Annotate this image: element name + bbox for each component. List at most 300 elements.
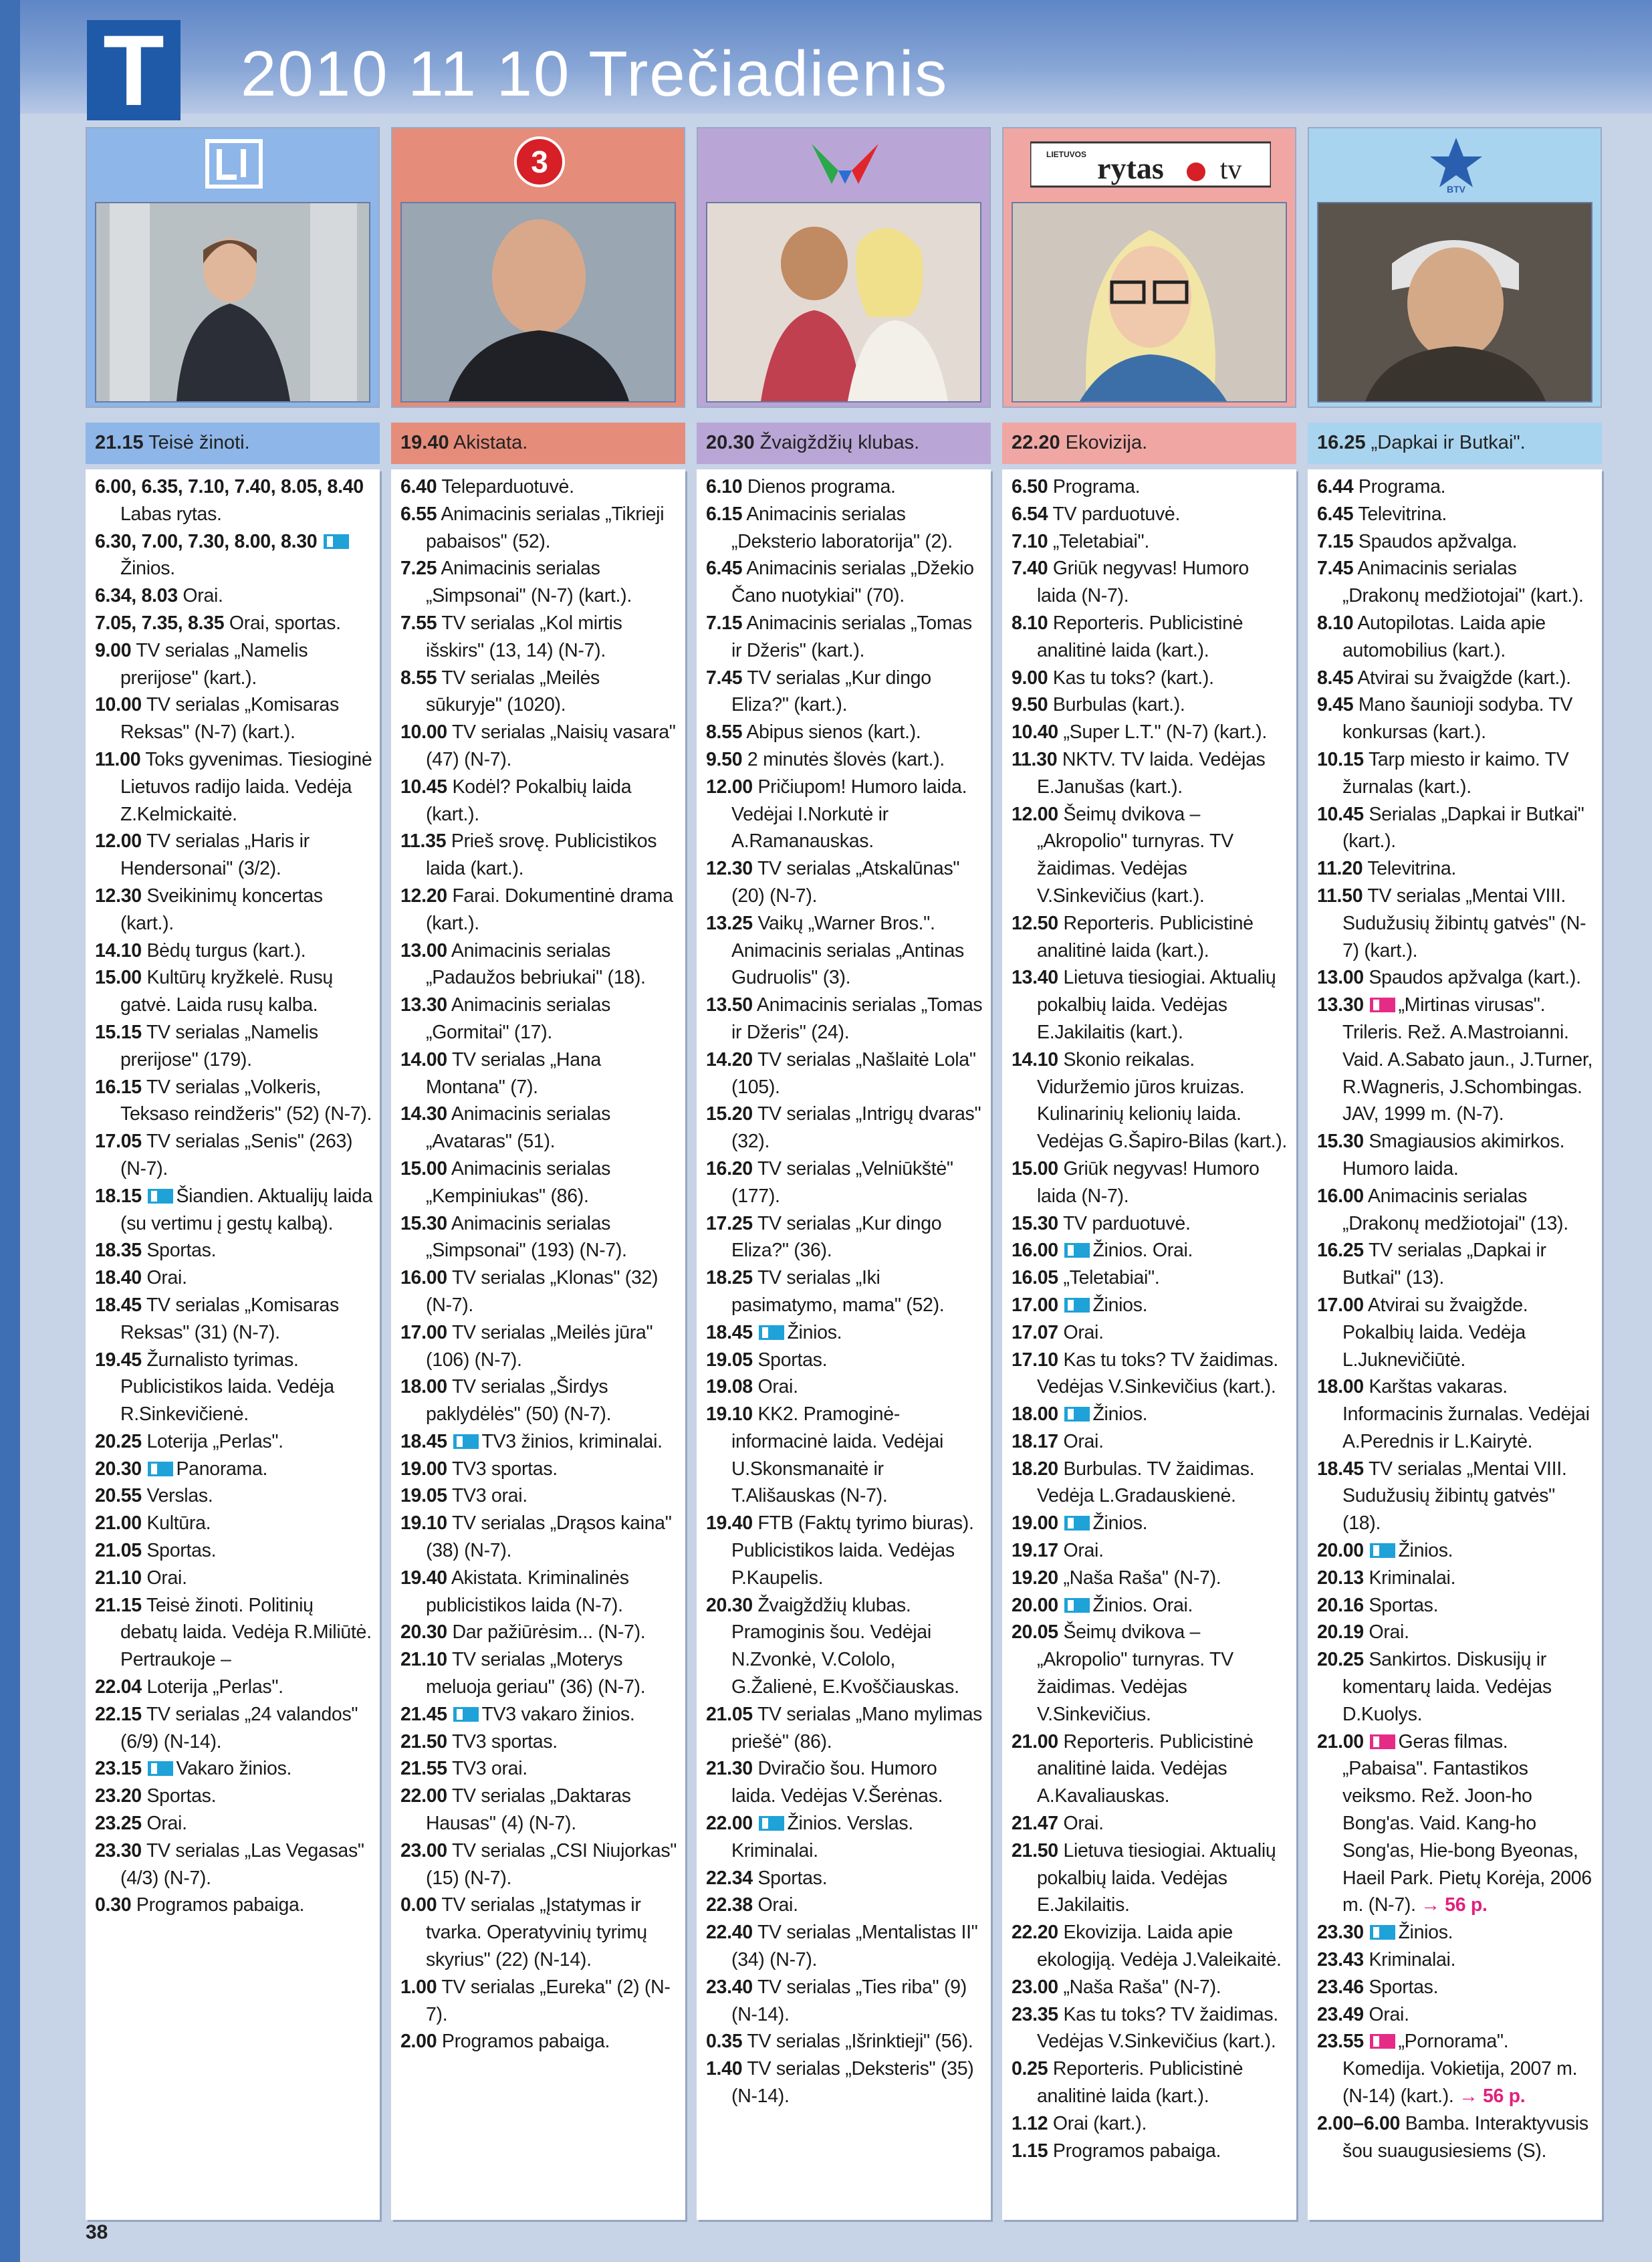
program-time: 9.50 — [1012, 694, 1048, 716]
program-title: Sankirtos. Diskusijų ir komentarų laida. Vedėjas D.Kuolys. — [1342, 1649, 1552, 1725]
program-time: 23.55 — [1317, 2031, 1364, 2053]
program-title: Sportas. — [146, 1785, 217, 1807]
program-item — [95, 828, 373, 883]
program-item — [706, 992, 984, 1046]
program-list — [1308, 469, 1602, 2220]
program-time: 12.30 — [95, 885, 142, 907]
program-title: Žinios. — [1398, 1540, 1453, 1562]
program-title: Orai. — [1369, 2003, 1409, 2025]
program-item — [706, 610, 984, 665]
program-title: Animacinis serialas „Simpsonai" (193) (N-7). — [426, 1212, 627, 1262]
program-title: TV serialas „Intrigų dvaras" (32). — [731, 1103, 981, 1153]
program-item — [706, 1510, 984, 1591]
program-time: 18.25 — [706, 1267, 753, 1289]
program-time: 9.50 — [706, 748, 743, 770]
program-item — [400, 2028, 679, 2055]
info-badge-icon — [1370, 1543, 1395, 1558]
program-time: 23.30 — [95, 1839, 142, 1861]
program-time: 21.10 — [95, 1567, 142, 1589]
program-time: 20.30 — [706, 1594, 753, 1616]
highlight-bar: 21.15 Teisė žinoti. — [86, 423, 380, 464]
program-time: 19.20 — [1012, 1567, 1058, 1589]
program-time: 15.30 — [1317, 1131, 1364, 1153]
program-title: Ekovizija. Laida apie ekologiją. Vedėja J.Valeikaitė. — [1037, 1922, 1282, 1971]
program-title: Šiandien. Aktualijų laida (su vertimu į gestų kalbą). — [120, 1185, 372, 1234]
program-title: TV serialas „Atskalūnas" (20) (N-7). — [731, 858, 960, 907]
program-time: 14.10 — [1012, 1048, 1058, 1070]
program-time: 22.40 — [706, 1922, 753, 1944]
program-title: Dienos programa. — [747, 476, 896, 497]
program-item — [95, 1456, 373, 1483]
program-item — [1012, 1428, 1290, 1456]
program-title: Sportas. — [146, 1540, 217, 1562]
program-title: Kas tu toks? TV žaidimas. Vedėjas V.Sinkevičius (kart.). — [1037, 1349, 1278, 1398]
program-time: 11.50 — [1317, 885, 1363, 907]
program-title: Žinios. Verslas. Kriminalai. — [731, 1813, 913, 1861]
program-item — [1317, 501, 1595, 528]
info-badge-icon — [1064, 1407, 1090, 1422]
program-item — [400, 555, 679, 610]
program-title: Reporteris. Publicistinė analitinė laida (kart.). — [1037, 912, 1254, 962]
program-item — [1012, 555, 1290, 610]
program-time: 11.20 — [1317, 858, 1363, 880]
program-time: 14.30 — [400, 1103, 447, 1125]
program-item — [706, 1810, 984, 1865]
program-time: 2.00 — [400, 2031, 437, 2053]
program-item — [95, 1537, 373, 1565]
program-item — [1317, 1974, 1595, 2001]
highlight-bar: 22.20 Ekovizija. — [1002, 423, 1296, 464]
info-badge-icon — [1064, 1516, 1090, 1531]
program-item — [1317, 2001, 1595, 2029]
program-time: 22.20 — [1012, 1922, 1058, 1944]
program-time: 23.46 — [1317, 1976, 1364, 1998]
program-item — [1317, 801, 1595, 856]
program-time: 6.45 — [706, 558, 743, 580]
program-title: Animacinis serialas „Deksterio laboratorija" (2). — [731, 503, 953, 552]
program-item — [1317, 1946, 1595, 1974]
program-list — [391, 469, 685, 2220]
program-time: 12.20 — [400, 885, 447, 907]
program-time: 15.30 — [400, 1212, 447, 1234]
channel-logo-panel — [86, 127, 380, 408]
program-item — [1317, 1237, 1595, 1292]
channel-logo-panel — [391, 127, 685, 408]
program-time: 11.00 — [95, 748, 141, 770]
program-time: 20.30 — [400, 1621, 447, 1644]
section-letter: T — [87, 20, 181, 120]
program-title: Reporteris. Publicistinė analitinė laida (kart.). — [1037, 612, 1244, 661]
program-item — [400, 774, 679, 828]
program-item — [1012, 501, 1290, 528]
program-title: Reporteris. Publicistinė analitinė laida (kart.). — [1037, 2058, 1244, 2108]
program-title: TV serialas „Velniūkštė" (177). — [731, 1157, 953, 1207]
program-time: 6.10 — [706, 476, 743, 497]
program-time: 17.00 — [1012, 1294, 1058, 1316]
program-title: TV serialas „Kur dingo Eliza?" (36). — [731, 1212, 942, 1262]
program-title: Kas tu toks? TV žaidimas. Vedėjas V.Sinkevičius (kart.). — [1037, 2003, 1278, 2053]
program-time: 7.25 — [400, 558, 437, 580]
program-title: Spaudos apžvalga (kart.). — [1369, 967, 1581, 989]
program-time: 19.00 — [1012, 1512, 1058, 1535]
program-title: KK2. Pramoginė-informacinė laida. Vedėjai U.Skonsmanaitė ir T.Ališauskas (N-7). — [731, 1403, 943, 1507]
program-time: 17.25 — [706, 1212, 753, 1234]
program-title: Atvirai su žvaigžde. Pokalbių laida. Vedėja L.Juknevičiūtė. — [1342, 1294, 1528, 1371]
program-title: Programos pabaiga. — [441, 2031, 610, 2053]
program-title: Sportas. — [757, 1349, 828, 1371]
program-time: 18.20 — [1012, 1458, 1058, 1480]
channel-column-lnk — [697, 127, 991, 2220]
program-title: TV serialas „Volkeris, Teksaso reindžeris" (52) (N-7). — [120, 1076, 372, 1125]
program-item — [1012, 1319, 1290, 1347]
program-time: 21.50 — [400, 1730, 447, 1752]
program-time: 7.55 — [400, 612, 437, 634]
program-item — [706, 1264, 984, 1319]
program-title: Mano šaunioji sodyba. TV konkursas (kart.). — [1342, 694, 1573, 744]
program-title: Žvaigždžių klubas. Pramoginis šou. Vedėjai N.Zvonkė, V.Cololo, G.Žalienė, E.Kvoščiauskas. — [731, 1594, 959, 1698]
program-time: 10.40 — [1012, 721, 1058, 744]
program-time: 20.25 — [95, 1430, 142, 1452]
program-time: 6.45 — [1317, 503, 1354, 525]
host-photo — [1012, 202, 1287, 403]
program-title: Šeimų dvikova – „Akropolio" turnyras. TV žaidimas. Vedėjas V.Sinkevičius. — [1037, 1621, 1233, 1725]
program-item — [95, 1701, 373, 1756]
host-photo — [706, 202, 981, 403]
program-title: Sportas. — [146, 1240, 217, 1262]
program-item — [1012, 2138, 1290, 2165]
program-title: TV serialas „Drąsos kaina" (38) (N-7). — [426, 1512, 672, 1562]
program-item — [1012, 610, 1290, 665]
program-item — [1012, 1456, 1290, 1510]
program-item — [1317, 1183, 1595, 1238]
program-title: „Teletabiai". — [1063, 1267, 1160, 1289]
program-item — [1012, 1837, 1290, 1919]
program-title: TV serialas „Kol mirtis išskirs" (13, 14) (N-7). — [426, 612, 622, 661]
program-time: 23.43 — [1317, 1949, 1364, 1971]
program-time: 17.10 — [1012, 1349, 1058, 1371]
program-title: TV serialas „Komisaras Reksas" (31) (N-7). — [120, 1294, 339, 1343]
program-item — [1012, 528, 1290, 556]
program-title: Loterija „Perlas". — [146, 1430, 283, 1452]
program-title: Karštas vakaras. Informacinis žurnalas. Vedėjai A.Perednis ir L.Kairytė. — [1342, 1376, 1590, 1452]
program-time: 22.00 — [400, 1785, 447, 1807]
program-time: 15.00 — [95, 967, 142, 989]
program-time: 20.16 — [1317, 1594, 1364, 1616]
program-title: „Naša Raša" (N-7). — [1063, 1567, 1221, 1589]
program-time: 19.08 — [706, 1376, 753, 1398]
program-time: 12.50 — [1012, 912, 1058, 934]
program-item — [400, 1974, 679, 2029]
program-time: 14.20 — [706, 1048, 753, 1070]
lrytas-logo-icon — [1017, 134, 1284, 194]
program-title: Sportas. — [1369, 1594, 1439, 1616]
program-time: 23.15 — [95, 1758, 142, 1780]
program-title: TV serialas „Las Vegasas" (4/3) (N-7). — [120, 1839, 364, 1889]
program-title: TV serialas „Ties riba" (9) (N-14). — [731, 1976, 967, 2025]
program-title: TV serialas „Klonas" (32) (N-7). — [426, 1267, 659, 1316]
program-time: 16.00 — [1317, 1185, 1364, 1207]
program-time: 12.00 — [95, 830, 142, 853]
svg-text:3: 3 — [531, 144, 548, 179]
page-title: 2010 11 10 Trečiadienis — [241, 38, 949, 110]
program-time: 21.47 — [1012, 1813, 1058, 1835]
program-time: 22.00 — [706, 1813, 753, 1835]
program-item — [95, 964, 373, 1019]
program-time: 18.17 — [1012, 1430, 1058, 1452]
program-title: Prieš srovę. Publicistikos laida (kart.). — [426, 830, 657, 880]
program-time: 23.30 — [1317, 1922, 1364, 1944]
program-title: Žinios. Orai. — [1092, 1240, 1193, 1262]
program-item — [1012, 719, 1290, 746]
program-item — [706, 1701, 984, 1756]
program-title: Vakaro žinios. — [176, 1758, 292, 1780]
program-item — [1317, 691, 1595, 746]
program-title: Tarp miesto ir kaimo. TV žurnalas (kart.). — [1342, 748, 1569, 798]
highlight-bar: 16.25 „Dapkai ir Butkai". — [1308, 423, 1602, 464]
program-time: 18.00 — [1012, 1403, 1058, 1426]
program-time: 17.05 — [95, 1131, 142, 1153]
program-item — [1012, 964, 1290, 1046]
info-badge-icon — [324, 534, 349, 549]
program-time: 12.00 — [706, 776, 753, 798]
program-title: Šeimų dvikova – „Akropolio" turnyras. TV žaidimas. Vedėjas V.Sinkevičius (kart.). — [1037, 803, 1233, 907]
film-badge-icon — [1370, 1734, 1395, 1749]
program-title: Orai. — [146, 1813, 187, 1835]
program-title: Lietuva tiesiogiai. Aktualių pokalbių laida. Vedėjas E.Jakilaitis. — [1037, 1839, 1276, 1916]
program-item — [1012, 2110, 1290, 2138]
program-item — [1317, 2110, 1595, 2165]
program-time: 23.49 — [1317, 2003, 1364, 2025]
program-time: 13.00 — [1317, 967, 1364, 989]
program-time: 18.45 — [400, 1430, 447, 1452]
program-title: Programa. — [1358, 476, 1446, 497]
program-time: 21.05 — [95, 1540, 142, 1562]
program-time: 13.40 — [1012, 967, 1058, 989]
program-time: 1.40 — [706, 2058, 743, 2080]
program-title: TV serialas „Mentalistas II" (34) (N-7). — [731, 1922, 978, 1971]
program-title: Autopilotas. Laida apie automobilius (kart.). — [1342, 612, 1546, 661]
program-item — [706, 555, 984, 610]
program-list — [86, 469, 380, 2220]
program-time: 14.00 — [400, 1048, 447, 1070]
program-title: Pričiupom! Humoro laida. Vedėjai I.Norkutė ir A.Ramanauskas. — [731, 776, 967, 853]
program-item — [1317, 1728, 1595, 1920]
program-title: TV serialas „Hana Montana" (7). — [426, 1048, 601, 1098]
program-item — [706, 1210, 984, 1265]
program-item — [1012, 1592, 1290, 1619]
program-item — [400, 1755, 679, 1783]
program-title: Programa. — [1052, 476, 1141, 497]
program-item — [706, 1347, 984, 1374]
lrt-logo-icon — [187, 134, 281, 194]
program-title: TV serialas „Daktaras Hausas" (4) (N-7). — [426, 1785, 631, 1835]
program-item — [400, 665, 679, 719]
program-title: TV serialas „Našlaitė Lola" (105). — [731, 1048, 976, 1098]
program-title: TV serialas „Iki pasimatymo, mama" (52). — [731, 1267, 945, 1316]
program-title: Orai. — [1369, 1621, 1409, 1644]
program-title: TV3 orai. — [451, 1485, 527, 1507]
program-item — [1012, 1919, 1290, 1974]
program-time: 19.05 — [400, 1485, 447, 1507]
program-item — [1317, 1646, 1595, 1728]
highlight-bar: 19.40 Akistata. — [391, 423, 685, 464]
program-time: 14.10 — [95, 939, 142, 962]
program-time: 1.15 — [1012, 2140, 1048, 2162]
program-item — [706, 1974, 984, 2029]
program-item — [1317, 1565, 1595, 1592]
program-time: 13.25 — [706, 912, 753, 934]
program-item — [400, 719, 679, 774]
program-time: 21.30 — [706, 1758, 753, 1780]
program-item — [1317, 528, 1595, 556]
program-item — [400, 1101, 679, 1155]
program-list — [697, 469, 991, 2220]
film-badge-icon — [1370, 2034, 1395, 2049]
program-item — [1317, 1919, 1595, 1946]
program-time: 20.00 — [1317, 1540, 1364, 1562]
program-item — [95, 582, 373, 610]
program-item — [400, 610, 679, 665]
program-time: 10.00 — [95, 694, 142, 716]
program-title: TV serialas „Eureka" (2) (N-7). — [426, 1976, 671, 2025]
program-time: 9.00 — [95, 639, 132, 661]
program-time: 10.00 — [400, 721, 447, 744]
program-title: TV serialas „Deksteris" (35) (N-14). — [731, 2058, 974, 2108]
program-time: 18.45 — [706, 1321, 753, 1343]
program-title: Bėdų turgus (kart.). — [146, 939, 306, 962]
program-time: 18.00 — [1317, 1376, 1364, 1398]
page-reference: → 56 p. — [1421, 1894, 1488, 1916]
channel-column-btv — [1308, 127, 1602, 2220]
program-time: 21.00 — [1012, 1730, 1058, 1752]
program-time: 19.40 — [400, 1567, 447, 1589]
info-badge-icon — [1064, 1298, 1090, 1313]
program-item — [400, 1892, 679, 1973]
program-title: Kodėl? Pokalbių laida (kart.). — [426, 776, 632, 825]
program-time: 13.50 — [706, 994, 753, 1016]
program-title: Orai. — [1063, 1321, 1104, 1343]
program-time: 11.35 — [400, 830, 447, 853]
program-title: Serialas „Dapkai ir Butkai" (kart.). — [1342, 803, 1584, 853]
program-item — [95, 637, 373, 692]
program-title: Farai. Dokumentinė drama (kart.). — [426, 885, 673, 934]
program-title: Sportas. — [757, 1867, 828, 1889]
program-time: 8.55 — [400, 667, 437, 689]
program-item — [400, 883, 679, 937]
program-item — [1012, 1565, 1290, 1592]
program-item — [1012, 1155, 1290, 1210]
program-time: 16.25 — [1317, 1240, 1364, 1262]
program-time: 10.45 — [1317, 803, 1364, 825]
program-title: TV serialas „Mano mylimas priešė" (86). — [731, 1703, 983, 1752]
program-item — [1317, 555, 1595, 610]
program-item — [95, 937, 373, 965]
program-title: „Super L.T." (N-7) (kart.). — [1063, 721, 1267, 744]
program-title: Animacinis serialas „Padaužos bebriukai" (18). — [426, 939, 646, 989]
program-title: Televitrina. — [1358, 503, 1447, 525]
program-title: Animacinis serialas „Kempiniukas" (86). — [426, 1157, 611, 1207]
program-time: 12.00 — [1012, 803, 1058, 825]
program-time: 19.00 — [400, 1458, 447, 1480]
program-time: 18.15 — [95, 1185, 142, 1207]
info-badge-icon — [759, 1325, 784, 1340]
film-badge-icon — [1370, 998, 1395, 1012]
program-time: 0.00 — [400, 1894, 437, 1916]
program-time: 6.44 — [1317, 476, 1354, 497]
program-item — [1012, 1264, 1290, 1292]
program-title: Žinios. — [1398, 1922, 1453, 1944]
program-item — [706, 1046, 984, 1101]
program-time: 19.05 — [706, 1349, 753, 1371]
program-title: TV serialas „Širdys paklydėlės" (50) (N-7). — [426, 1376, 612, 1426]
program-list — [1002, 469, 1296, 2220]
program-item — [1317, 610, 1595, 665]
program-title: Orai. — [1063, 1540, 1104, 1562]
program-time: 10.15 — [1317, 748, 1364, 770]
program-title: TV serialas „Haris ir Hendersonai" (3/2). — [120, 830, 310, 880]
btv-logo-icon — [1409, 134, 1503, 194]
program-item — [706, 473, 984, 501]
program-title: TV serialas „CSI Niujorkas" (15) (N-7). — [426, 1839, 677, 1889]
program-title: TV serialas „Namelis prerijose" (179). — [120, 1021, 318, 1070]
program-item — [95, 1128, 373, 1183]
channel-logo-panel — [1308, 127, 1602, 408]
channel-column-lrt — [86, 127, 380, 2220]
program-time: 18.45 — [1317, 1458, 1364, 1480]
info-badge-icon — [1064, 1598, 1090, 1613]
program-item — [706, 1319, 984, 1347]
program-title: Kas tu toks? (kart.). — [1052, 667, 1214, 689]
program-time: 0.25 — [1012, 2058, 1048, 2080]
info-badge-icon — [148, 1761, 173, 1776]
program-item — [706, 774, 984, 855]
program-time: 8.45 — [1317, 667, 1354, 689]
program-time: 6.30, 7.00, 7.30, 8.00, 8.30 — [95, 530, 318, 552]
program-time: 16.05 — [1012, 1267, 1058, 1289]
program-title: Orai. — [1063, 1813, 1104, 1835]
program-time: 13.00 — [400, 939, 447, 962]
program-item — [95, 1892, 373, 1919]
program-time: 22.04 — [95, 1676, 142, 1698]
program-title: Burbulas. TV žaidimas. Vedėja L.Gradauskienė. — [1037, 1458, 1255, 1507]
program-item — [1012, 746, 1290, 801]
program-time: 23.00 — [400, 1839, 447, 1861]
program-item — [95, 1237, 373, 1264]
program-item — [1012, 801, 1290, 910]
program-item — [400, 1646, 679, 1701]
program-item — [95, 1347, 373, 1428]
program-item — [400, 1373, 679, 1428]
program-title: Bamba. Interaktyvusis šou suaugusiesiems (S). — [1342, 2112, 1588, 2162]
program-time: 16.15 — [95, 1076, 142, 1098]
program-time: 20.25 — [1317, 1649, 1364, 1671]
program-item — [1012, 1401, 1290, 1428]
program-title: TV3 sportas. — [451, 1458, 558, 1480]
program-time: 21.10 — [400, 1649, 447, 1671]
program-title: Spaudos apžvalga. — [1358, 530, 1518, 552]
program-item — [95, 883, 373, 937]
program-title: Orai. — [757, 1376, 798, 1398]
info-badge-icon — [453, 1707, 479, 1722]
program-time: 23.25 — [95, 1813, 142, 1835]
program-item — [706, 2055, 984, 2110]
program-item — [400, 1619, 679, 1646]
program-item — [95, 1674, 373, 1701]
program-item — [1317, 1592, 1595, 1619]
program-title: Žinios. — [1092, 1512, 1148, 1535]
program-time: 19.17 — [1012, 1540, 1058, 1562]
program-time: 15.20 — [706, 1103, 753, 1125]
